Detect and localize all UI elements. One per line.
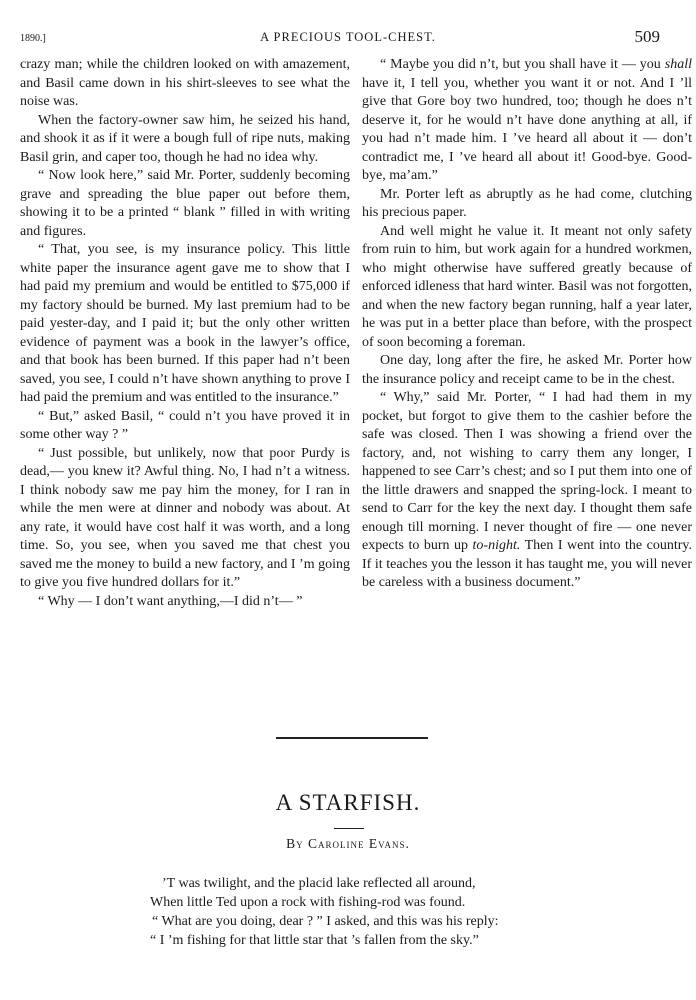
section-divider [276,737,428,739]
poem-title: A STARFISH. [275,790,421,815]
paragraph: “ Why — I don’t want anything,—I did n’t— ” [38,593,303,609]
issue-date: 1890.] [20,33,46,44]
paragraph: One day, long after the fire, he asked Mr. Porter how the insurance policy and receipt came to be in the chest. [362,353,692,387]
poem-line: ’T was twilight, and the placid lake reflected all around, [162,876,476,891]
paragraph: crazy man; while the children looked on with amazement, and Basil came down in his shirt-sleeves to see what the noise was. [20,57,350,109]
paragraph: “ That, you see, is my insurance policy. This little white paper the insurance agent gave me to show that I had paid my premium and would be entitled to $75,000 if my factory should be burned. My last premium had to be paid yester-day, and I paid it; but the only other written evidence of payment was a book in the lawyer’s office, and that book has been burned. If this paper had n’t been saved, you see, I could n’t have shown anything to prove I had paid the premium and was entitled to the insurance.” [20,242,350,405]
text-run: “ Why,” said Mr. Porter, “ I had had them in my pocket, but forgot to give them to the cashier before the safe was closed. Then I was showing a friend over the factory, and, not wishing to carry them any longer, I happened to see Carr’s chest; and so I put them into one of the little drawers and snapped the spring-lock. I meant to send to Carr for the key the next day. I thought them safe enough till morning. I never thought of fire — one never expects to burn up [362,390,692,553]
poem-line: “ I ’m fishing for that little star that ’s fallen from the sky.” [150,933,479,948]
paragraph: And well might he value it. It meant not only safety from ruin to him, but work again for a hundred workmen, who might otherwise have suffered greatly because of enforced idleness that hard winter. Basil was not forgotten, and when the new factory began running, half a year later, he was put in a better place than before, with the prospect of soon becoming a foreman. [362,223,692,350]
poem-line: “ What are you doing, dear ? ” I asked, and this was his reply: [152,914,499,929]
text-run: “ Maybe you did n’t, but you shall have it — you [380,57,665,72]
text-run: have it, I tell you, whether you want it or not. And I ’ll give that Gore boy two hundred, too; though he does n’t deserve it, for he would n’t have done anything at all, if you had n’t made him. I ’ve heard all about it — don’t contradict me, I ’ve heard all about it! Good-bye. Good-bye, ma’am.” [362,75,692,183]
left-column [20,56,350,611]
paragraph [362,389,692,593]
emphasis: to-night. [472,538,521,553]
paragraph: “ Now look here,” said Mr. Porter, suddenly becoming grave and spreading the blue paper out before them, showing it to be a printed “ blank ” filled in with writing and figures. [20,168,350,239]
paragraph: When the factory-owner saw him, he seized his hand, and shook it as if it were a bough full of ripe nuts, making Basil grin, and caper too, though he had no idea why. [20,112,350,165]
paragraph: “ But,” asked Basil, “ could n’t you have proved it in some other way ? ” [20,408,350,442]
title-rule [334,828,364,829]
poem-body [150,874,650,950]
poem-line: When little Ted upon a rock with fishing-rod was found. [150,895,466,910]
paragraph: Mr. Porter left as abruptly as he had come, clutching his precious paper. [362,186,692,220]
right-column [362,56,692,593]
text-run: Then I went into the country. If it teaches you the lesson it has taught me, you will never be careless with a business document.” [362,538,692,590]
paragraph: “ Just possible, but unlikely, now that poor Purdy is dead,— you knew it? Awful thing. No, I had n’t a witness. I think nobody saw me pay him the money, for I ran in while the men were at dinner and nobody was about. At any rate, it would have cost half it was worth, and a long time. So, you see, when you saved me that chest you saved me the money to build a new factory, and I ’m going to give you five hundred dollars for it.” [20,445,350,590]
paragraph [362,56,692,186]
running-title: A PRECIOUS TOOL-CHEST. [260,30,436,44]
poem-byline: By Caroline Evans. [286,836,410,851]
page-number: 509 [634,27,660,46]
emphasis: shall [664,57,692,72]
